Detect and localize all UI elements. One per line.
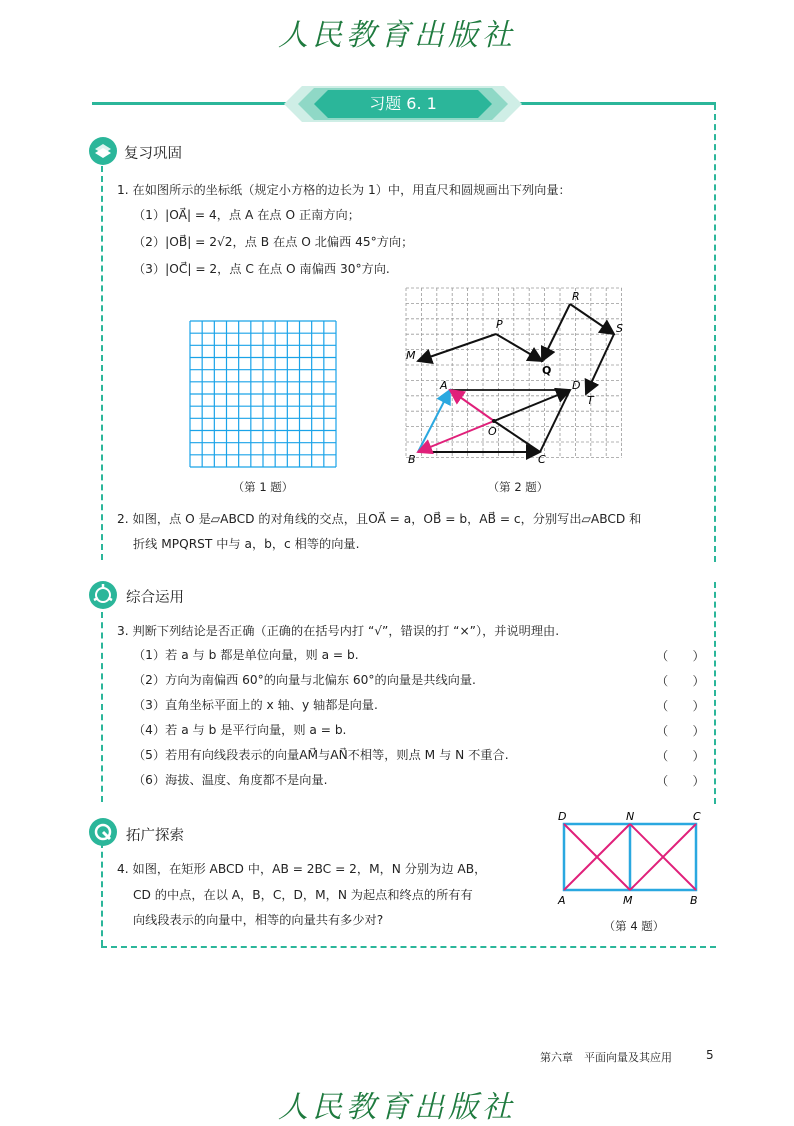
- answer-paren-6[interactable]: （ ）: [656, 774, 705, 788]
- review-icon: [88, 136, 118, 166]
- publisher-watermark-top: 人民教育出版社: [278, 18, 516, 53]
- banner-rule-right: [518, 102, 716, 105]
- rect-label-N: N: [626, 810, 635, 823]
- label-C: C: [538, 453, 546, 466]
- section-title-review: 复习巩固: [124, 146, 182, 162]
- banner-rule-left: [92, 102, 287, 105]
- explore-icon: [88, 817, 118, 847]
- answer-paren-3[interactable]: （ ）: [656, 699, 705, 713]
- q1-item-2: （2）|OB⃗| = 2√2，点 B 在点 O 北偏西 45°方向；: [133, 235, 414, 249]
- rect-label-D: D: [558, 810, 567, 823]
- label-T: T: [587, 394, 594, 407]
- q1-item-3: （3）|OC⃗| = 2，点 C 在点 O 南偏西 30°方向.: [133, 262, 390, 276]
- answer-paren-5[interactable]: （ ）: [656, 749, 705, 763]
- q3-item-2: （2）方向为南偏西 60°的向量与北偏东 60°的向量是共线向量.: [133, 673, 476, 687]
- frame-right-1: [714, 104, 716, 562]
- answer-paren-2[interactable]: （ ）: [656, 674, 705, 688]
- q1-item-1: （1）|OA⃗| = 4，点 A 在点 O 正南方向；: [133, 208, 360, 222]
- label-P: P: [496, 318, 503, 331]
- q3-item-6: （6）海拔、温度、角度都不是向量.: [133, 773, 328, 787]
- banner-title: 习题 6. 1: [369, 94, 437, 113]
- label-B: B: [408, 453, 416, 466]
- coordinate-grid-figure: [189, 320, 337, 468]
- rectangle-figure: [552, 808, 712, 910]
- answer-paren-4[interactable]: （ ）: [656, 724, 705, 738]
- label-S: S: [616, 322, 623, 335]
- answer-paren-1[interactable]: （ ）: [656, 649, 705, 663]
- apply-icon: [88, 580, 118, 610]
- publisher-watermark-bottom: 人民教育出版社: [278, 1090, 516, 1125]
- q3-item-4: （4）若 a 与 b 是平行向量，则 a = b.: [133, 723, 347, 737]
- label-Q: Q: [542, 364, 552, 377]
- frame-left-1: [101, 166, 103, 560]
- q3-stem: 3. 判断下列结论是否正确（正确的在括号内打 “√”，错误的打 “×”），并说明理由.: [117, 624, 560, 638]
- label-D: D: [572, 379, 581, 392]
- q4-line-3: 向线段表示的向量中，相等的向量共有多少对?: [133, 913, 384, 927]
- frame-right-2: [714, 582, 716, 804]
- section-title-apply: 综合运用: [126, 590, 184, 606]
- q4-line-1: 4. 如图，在矩形 ABCD 中，AB = 2BC = 2，M，N 分别为边 AB，: [117, 862, 487, 876]
- section-title-explore: 拓广探索: [126, 828, 184, 844]
- frame-left-3: [101, 842, 103, 946]
- figure-2-caption: （第 2 题）: [487, 480, 549, 494]
- label-O: O: [488, 425, 497, 438]
- frame-bottom: [101, 946, 716, 948]
- rect-label-M: M: [623, 894, 633, 907]
- q1-stem: 1. 在如图所示的坐标纸（规定小方格的边长为 1）中，用直尺和圆规画出下列向量：: [117, 183, 571, 197]
- label-M: M: [406, 349, 416, 362]
- label-R: R: [572, 290, 580, 303]
- page-number: 5: [706, 1048, 714, 1062]
- rect-label-B: B: [690, 894, 698, 907]
- footer-chapter: 第六章 平面向量及其应用: [540, 1051, 672, 1064]
- q3-item-3: （3）直角坐标平面上的 x 轴、y 轴都是向量.: [133, 698, 378, 712]
- q2-line-2: 折线 MPQRST 中与 a，b，c 相等的向量.: [133, 537, 360, 551]
- figure-4-caption: （第 4 题）: [603, 919, 665, 933]
- frame-left-2: [101, 612, 103, 802]
- rect-label-C: C: [693, 810, 701, 823]
- q4-line-2: CD 的中点，在以 A，B，C，D，M，N 为起点和终点的所有有: [133, 888, 473, 902]
- q3-item-5: （5）若用有向线段表示的向量AM⃗与AN⃗不相等，则点 M 与 N 不重合.: [133, 748, 509, 762]
- rect-label-A: A: [558, 894, 566, 907]
- label-A: A: [440, 379, 448, 392]
- figure-1-caption: （第 1 题）: [232, 480, 294, 494]
- q3-item-1: （1）若 a 与 b 都是单位向量，则 a = b.: [133, 648, 359, 662]
- q2-line-1: 2. 如图，点 O 是▱ABCD 的对角线的交点，且OA⃗ = a，OB⃗ = b，AB⃗ = c，分别写出▱ABCD 和: [117, 512, 642, 526]
- figure-2-vectors: [404, 286, 632, 466]
